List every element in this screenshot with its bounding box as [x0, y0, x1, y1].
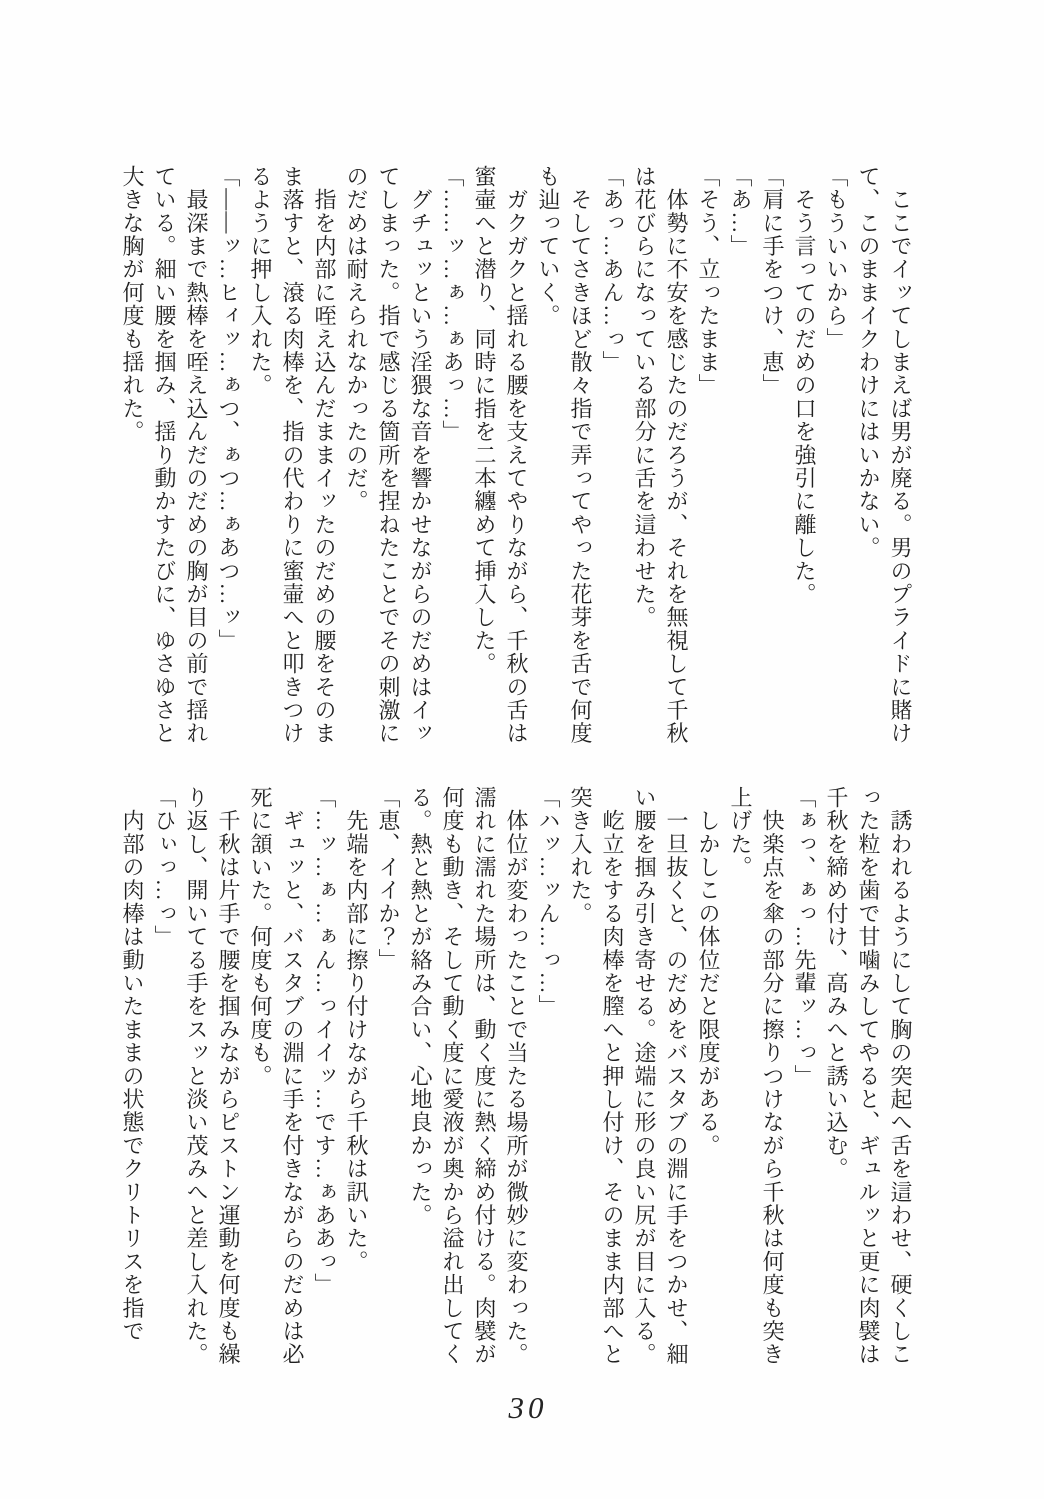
paragraph: 「恵、イイか？」 [376, 786, 401, 972]
paragraph: そう言ってのだめの口を強引に離した。 [792, 165, 817, 606]
paragraph: 「ハッ…ッん…っ…」 [536, 786, 561, 1018]
paragraph: 快楽点を傘の部分に擦りつけながら千秋は何度も突き上げた。 [728, 786, 785, 1366]
paragraph: ギュッと、バスタブの淵に手を付きながらのだめは必死に頷いた。何度も何度も。 [248, 786, 305, 1366]
paragraph: 先端を内部に擦り付けながら千秋は訊いた。 [344, 786, 369, 1274]
paragraph: グチュッという淫猥な音を響かせながらのだめはイッてしまった。指で感じる箇所を捏ねたことでその刺激にのだめは耐えられなかったのだ。 [344, 165, 433, 745]
paragraph: 一旦抜くと、のだめをバスタブの淵に手をつかせ、細い腰を掴み引き寄せる。途端に形の良い尻が目に入る。 [632, 786, 689, 1367]
paragraph: 「……ッ…ぁ…ぁあっ…」 [440, 165, 465, 444]
paragraph: 指を内部に咥え込んだままイッたのだめの腰をそのまま落すと、滾る肉棒を、指の代わりに蜜壷へと叩きつけるように押し入れた。 [248, 165, 337, 745]
paragraph: 内部の肉棒は動いたままの状態でクリトリスを指で [120, 786, 145, 1343]
paragraph: 「ひぃっ…っ」 [152, 786, 177, 949]
paragraph: ここでイッてしまえば男が廃る。男のプライドに賭けて、このままイクわけにはいかない。 [856, 165, 913, 745]
paragraph: そしてさきほど散々指で弄ってやった花芽を舌で何度も辿っていく。 [536, 165, 593, 745]
paragraph: 「そう、立ったまま」 [696, 165, 721, 397]
paragraph: しかしこの体位だと限度がある。 [696, 786, 721, 1158]
paragraph: 千秋は片手で腰を掴みながらピストン運動を何度も繰り返し、開いてる手をスッと淡い茂みへと差し入れた。 [184, 786, 241, 1366]
paragraph: 「肩に手をつけ、恵」 [760, 165, 785, 397]
paragraph: 「もういいから」 [824, 165, 849, 351]
paragraph: 「ぁっ、ぁっ…先輩ッ…っ」 [792, 786, 817, 1088]
text-block-bottom [116, 786, 916, 1374]
paragraph: 体位が変わったことで当たる場所が微妙に変わった。濡れに濡れた場所は、動く度に熱く締め付ける。肉襞が何度も動き、そして動く度に愛液が奥から溢れ出してくる。熱と熱とが絡み合い、心地良かった。 [408, 786, 529, 1367]
text-block-top [116, 165, 916, 753]
paragraph: 「――ッ…ヒィッ…ぁつ、ぁつ…ぁあつ…ッ」 [216, 165, 241, 653]
page-number: 30 [508, 1390, 548, 1425]
paragraph: 体勢に不安を感じたのだろうが、それを無視して千秋は花びらになっている部分に舌を這わせた。 [632, 165, 689, 745]
paragraph: ガクガクと揺れる腰を支えてやりながら、千秋の舌は蜜壷へと潜り、同時に指を二本纏めて挿入した。 [472, 165, 529, 745]
paragraph: 屹立をする肉棒を膣へと押し付け、そのまま内部へと突き入れた。 [568, 786, 625, 1366]
paragraph: 「あっ…あん…っ」 [600, 165, 625, 374]
paragraph: 「あ…」 [728, 165, 753, 258]
paragraph: 「…ッ…ぁ…ぁん…っイイッ…です…ぁああっ」 [312, 786, 337, 1297]
paragraph: 最深まで熱棒を咥え込んだのだめの胸が目の前で揺れている。細い腰を掴み、揺り動かすたびに、ゆさゆさと大きな胸が何度も揺れた。 [120, 165, 209, 746]
paragraph: 誘われるようにして胸の突起へ舌を這わせ、硬くしこった粒を歯で甘噛みしてやると、ギュルッと更に肉襞は千秋を締め付け、高みへと誘い込む。 [824, 786, 913, 1366]
